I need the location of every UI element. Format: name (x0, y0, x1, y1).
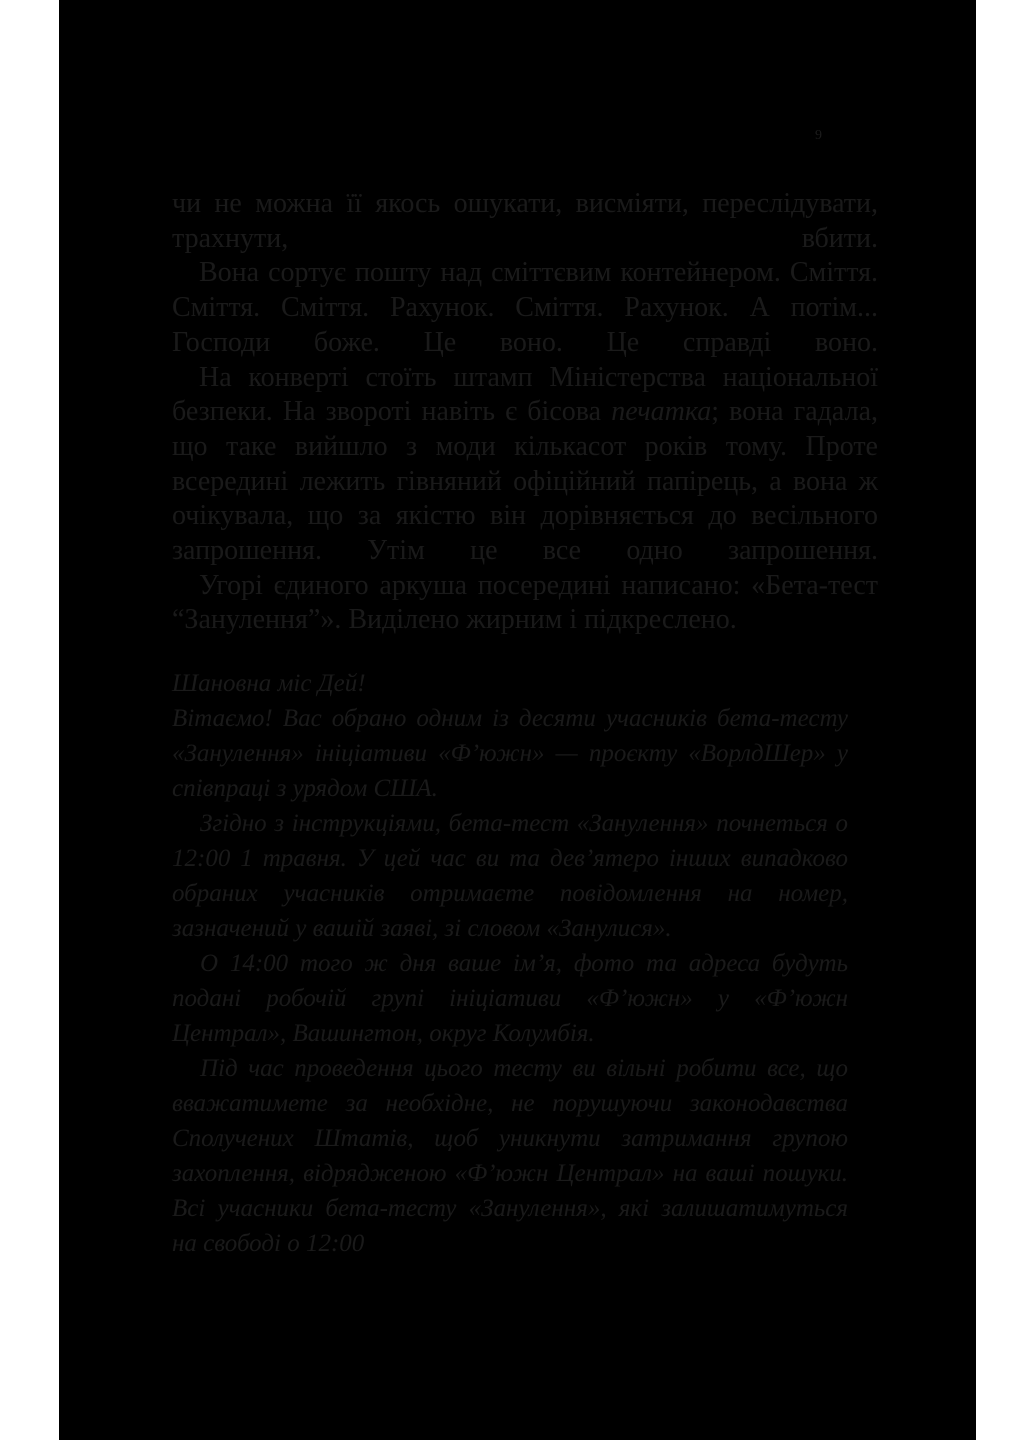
paragraph-4: Угорі єдиного аркуша посередині написано: «Бета-тест “Занулення”». Виділено жирним і підкреслено. (172, 569, 878, 636)
letter-paragraph-2: О 14:00 того ж дня ваше ім’я, фото та адреса будуть подані робочій групі ініціативи «Ф’южн» у «Ф’южн Централ», Вашингтон, округ Колумбія. (172, 950, 848, 1047)
paragraph-3 (172, 361, 878, 569)
letter-salutation: Шановна міс Дей! (172, 670, 366, 697)
paragraph-3-start: На конверті стоїть штамп Міністерства національної безпеки. На звороті навіть є бісова (172, 361, 878, 428)
letter-paragraph-3: Під час проведення цього тесту ви вільні робити все, що вважатимете за необхідне, не порушуючи законодавства Сполучених Штатів, щоб уникнути затримання групою захоплення, відрядженою «Ф’южн Централ» на ваші пошуки. Всі учасники бета-тесту «Занулення», які залишатимуться на свободі о 12:00 (172, 1055, 848, 1257)
page-number: 9 (815, 128, 822, 143)
paragraph-2: Вона сортує пошту над сміттєвим контейнером. Сміття. Сміття. Сміття. Рахунок. Сміття. Рахунок. А потім... Господи боже. Це воно. Це справді воно. (172, 257, 878, 358)
letter-intro: Вітаємо! Вас обрано одним із десяти учасників бета-тесту «Занулення» ініціативи «Ф’южн» — проєкту «ВорлдШер» у співпраці з урядом США. (172, 705, 848, 802)
letter-text (172, 666, 848, 1261)
paragraph-1: чи не можна її якось ошукати, висміяти, переслідувати, трахнути, вбити. (172, 188, 878, 254)
book-page (59, 0, 976, 1440)
letter-paragraph-1: Згідно з інструкціями, бета-тест «Занулення» почнеться о 12:00 1 травня. У цей час ви та дев’ятеро інших випадково обраних учасників отримаєте повідомлення на номер, зазначений у вашій заяві, зі словом «Занулися». (172, 810, 848, 942)
paragraph-3-emphasis: печатка (611, 396, 712, 428)
narrative-text (172, 187, 878, 638)
paragraph-3-end: ; вона гадала, що таке вийшло з моди кількасот років тому. Проте всередині лежить гівняний офіційний папірець, а вона ж очікувала, що за якістю він дорівняється до весільного запрошення. Утім це все одно запрошення. (172, 396, 878, 567)
